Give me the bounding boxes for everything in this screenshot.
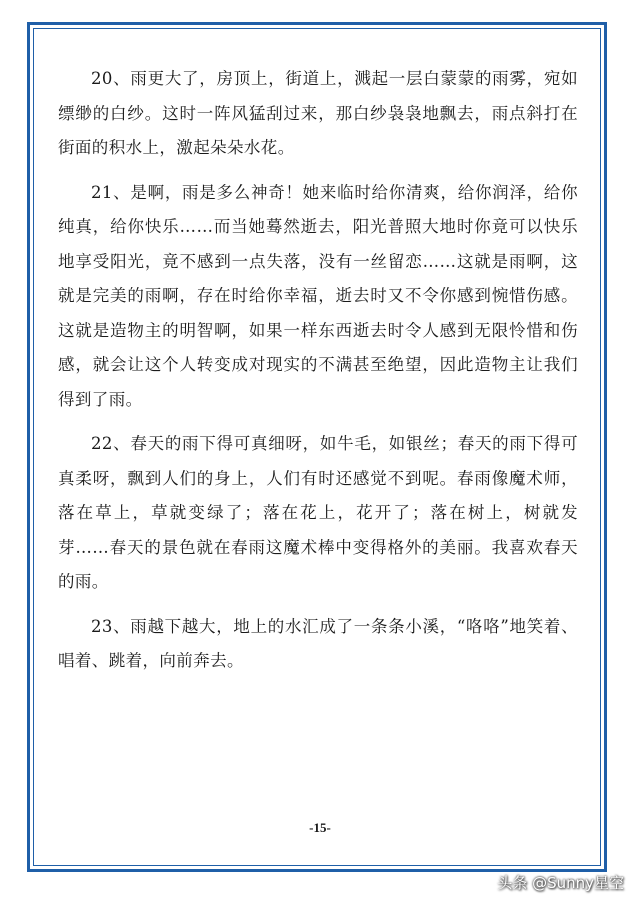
paragraph-23: 23、雨越下越大，地上的水汇成了一条条小溪，“咯咯”地笑着、唱着、跳着，向前奔去。 (58, 616, 578, 670)
paragraph-21: 21、是啊，雨是多么神奇！她来临时给你清爽，给你润泽，给你纯真，给你快乐……而当她蓦然逝去，阳光普照大地时你竟可以快乐地享受阳光，竟不感到一点失落，没有一丝留恋……这就是雨啊，这就是完美的雨啊，存在时给你幸福，逝去时又不令你感到惋惜伤感。这就是造物主的明智啊，如果一样东西逝去时令人感到无限怜惜和伤感，就会让这个人转变成对现实的不满甚至绝望，因此造物主让我们得到了雨。 (58, 182, 578, 409)
paragraph-20: 20、雨更大了，房顶上，街道上，溅起一层白蒙蒙的雨雾，宛如缥缈的白纱。这时一阵风猛刮过来，那白纱袅袅地飘去，雨点斜打在街面的积水上，激起朵朵水花。 (58, 69, 578, 157)
source-watermark: 头条 @Sunny星空 (497, 874, 624, 892)
document-body (58, 62, 578, 689)
page-number: -15- (309, 820, 331, 835)
paragraph-22: 22、春天的雨下得可真细呀，如牛毛，如银丝；春天的雨下得可真柔呀，飘到人们的身上，人们有时还感觉不到呢。春雨像魔术师，落在草上，草就变绿了；落在花上，花开了；落在树上，树就发芽……春天的景色就在春雨这魔术棒中变得格外的美丽。我喜欢春天的雨。 (58, 434, 578, 591)
